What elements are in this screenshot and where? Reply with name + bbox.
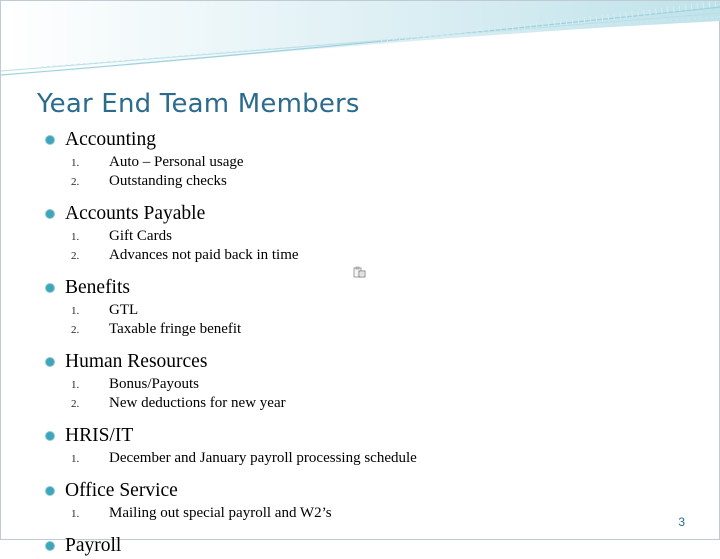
list-item (45, 246, 685, 265)
bullet-icon (45, 135, 55, 145)
bullet-list (45, 127, 685, 559)
section-label: Office Service (65, 480, 178, 501)
section-label: HRIS/IT (65, 425, 134, 446)
section-payroll (45, 533, 685, 559)
list-item (45, 375, 685, 394)
section-label: Accounting (65, 129, 156, 150)
list-item (45, 153, 685, 172)
bullet-icon (45, 431, 55, 441)
item-text: Outstanding checks (109, 173, 227, 189)
item-text: Mailing out special payroll and W2’s (109, 505, 332, 521)
section-label: Payroll (65, 535, 122, 556)
item-text: Advances not paid back in time (109, 247, 299, 263)
slide-title: Year End Team Members (37, 89, 360, 119)
list-item (45, 504, 685, 523)
item-text: New deductions for new year (109, 395, 286, 411)
paste-options-icon[interactable] (353, 266, 366, 278)
item-number: 1. (71, 304, 80, 317)
section-accounts-payable (45, 201, 685, 265)
item-text: Bonus/Payouts (109, 376, 200, 392)
item-number: 2. (71, 249, 80, 262)
item-text: Taxable fringe benefit (109, 321, 242, 337)
list-item (45, 394, 685, 413)
item-number: 2. (71, 175, 80, 188)
item-number: 1. (71, 156, 80, 169)
list-item (45, 449, 685, 468)
bullet-icon (45, 486, 55, 496)
section-office-service (45, 478, 685, 523)
list-item (45, 172, 685, 191)
section-label: Benefits (65, 277, 130, 298)
bullet-icon (45, 209, 55, 219)
bullet-icon (45, 357, 55, 367)
item-number: 1. (71, 230, 80, 243)
list-item (45, 301, 685, 320)
header-wave-decoration (1, 1, 720, 81)
item-number: 2. (71, 323, 80, 336)
item-number: 1. (71, 378, 80, 391)
item-number: 2. (71, 397, 80, 410)
item-text: December and January payroll processing schedule (109, 450, 417, 466)
bullet-icon (45, 283, 55, 293)
item-number: 1. (71, 452, 80, 465)
bullet-icon (45, 541, 55, 551)
section-label: Accounts Payable (65, 203, 206, 224)
section-human-resources (45, 349, 685, 413)
item-text: Auto – Personal usage (109, 154, 244, 170)
section-accounting (45, 127, 685, 191)
item-text: GTL (109, 302, 139, 318)
item-number: 1. (71, 507, 80, 520)
list-item (45, 320, 685, 339)
list-item (45, 227, 685, 246)
slide-number: 3 (678, 515, 685, 529)
section-label: Human Resources (65, 351, 208, 372)
section-benefits (45, 275, 685, 339)
section-hris-it (45, 423, 685, 468)
item-text: Gift Cards (109, 228, 172, 244)
